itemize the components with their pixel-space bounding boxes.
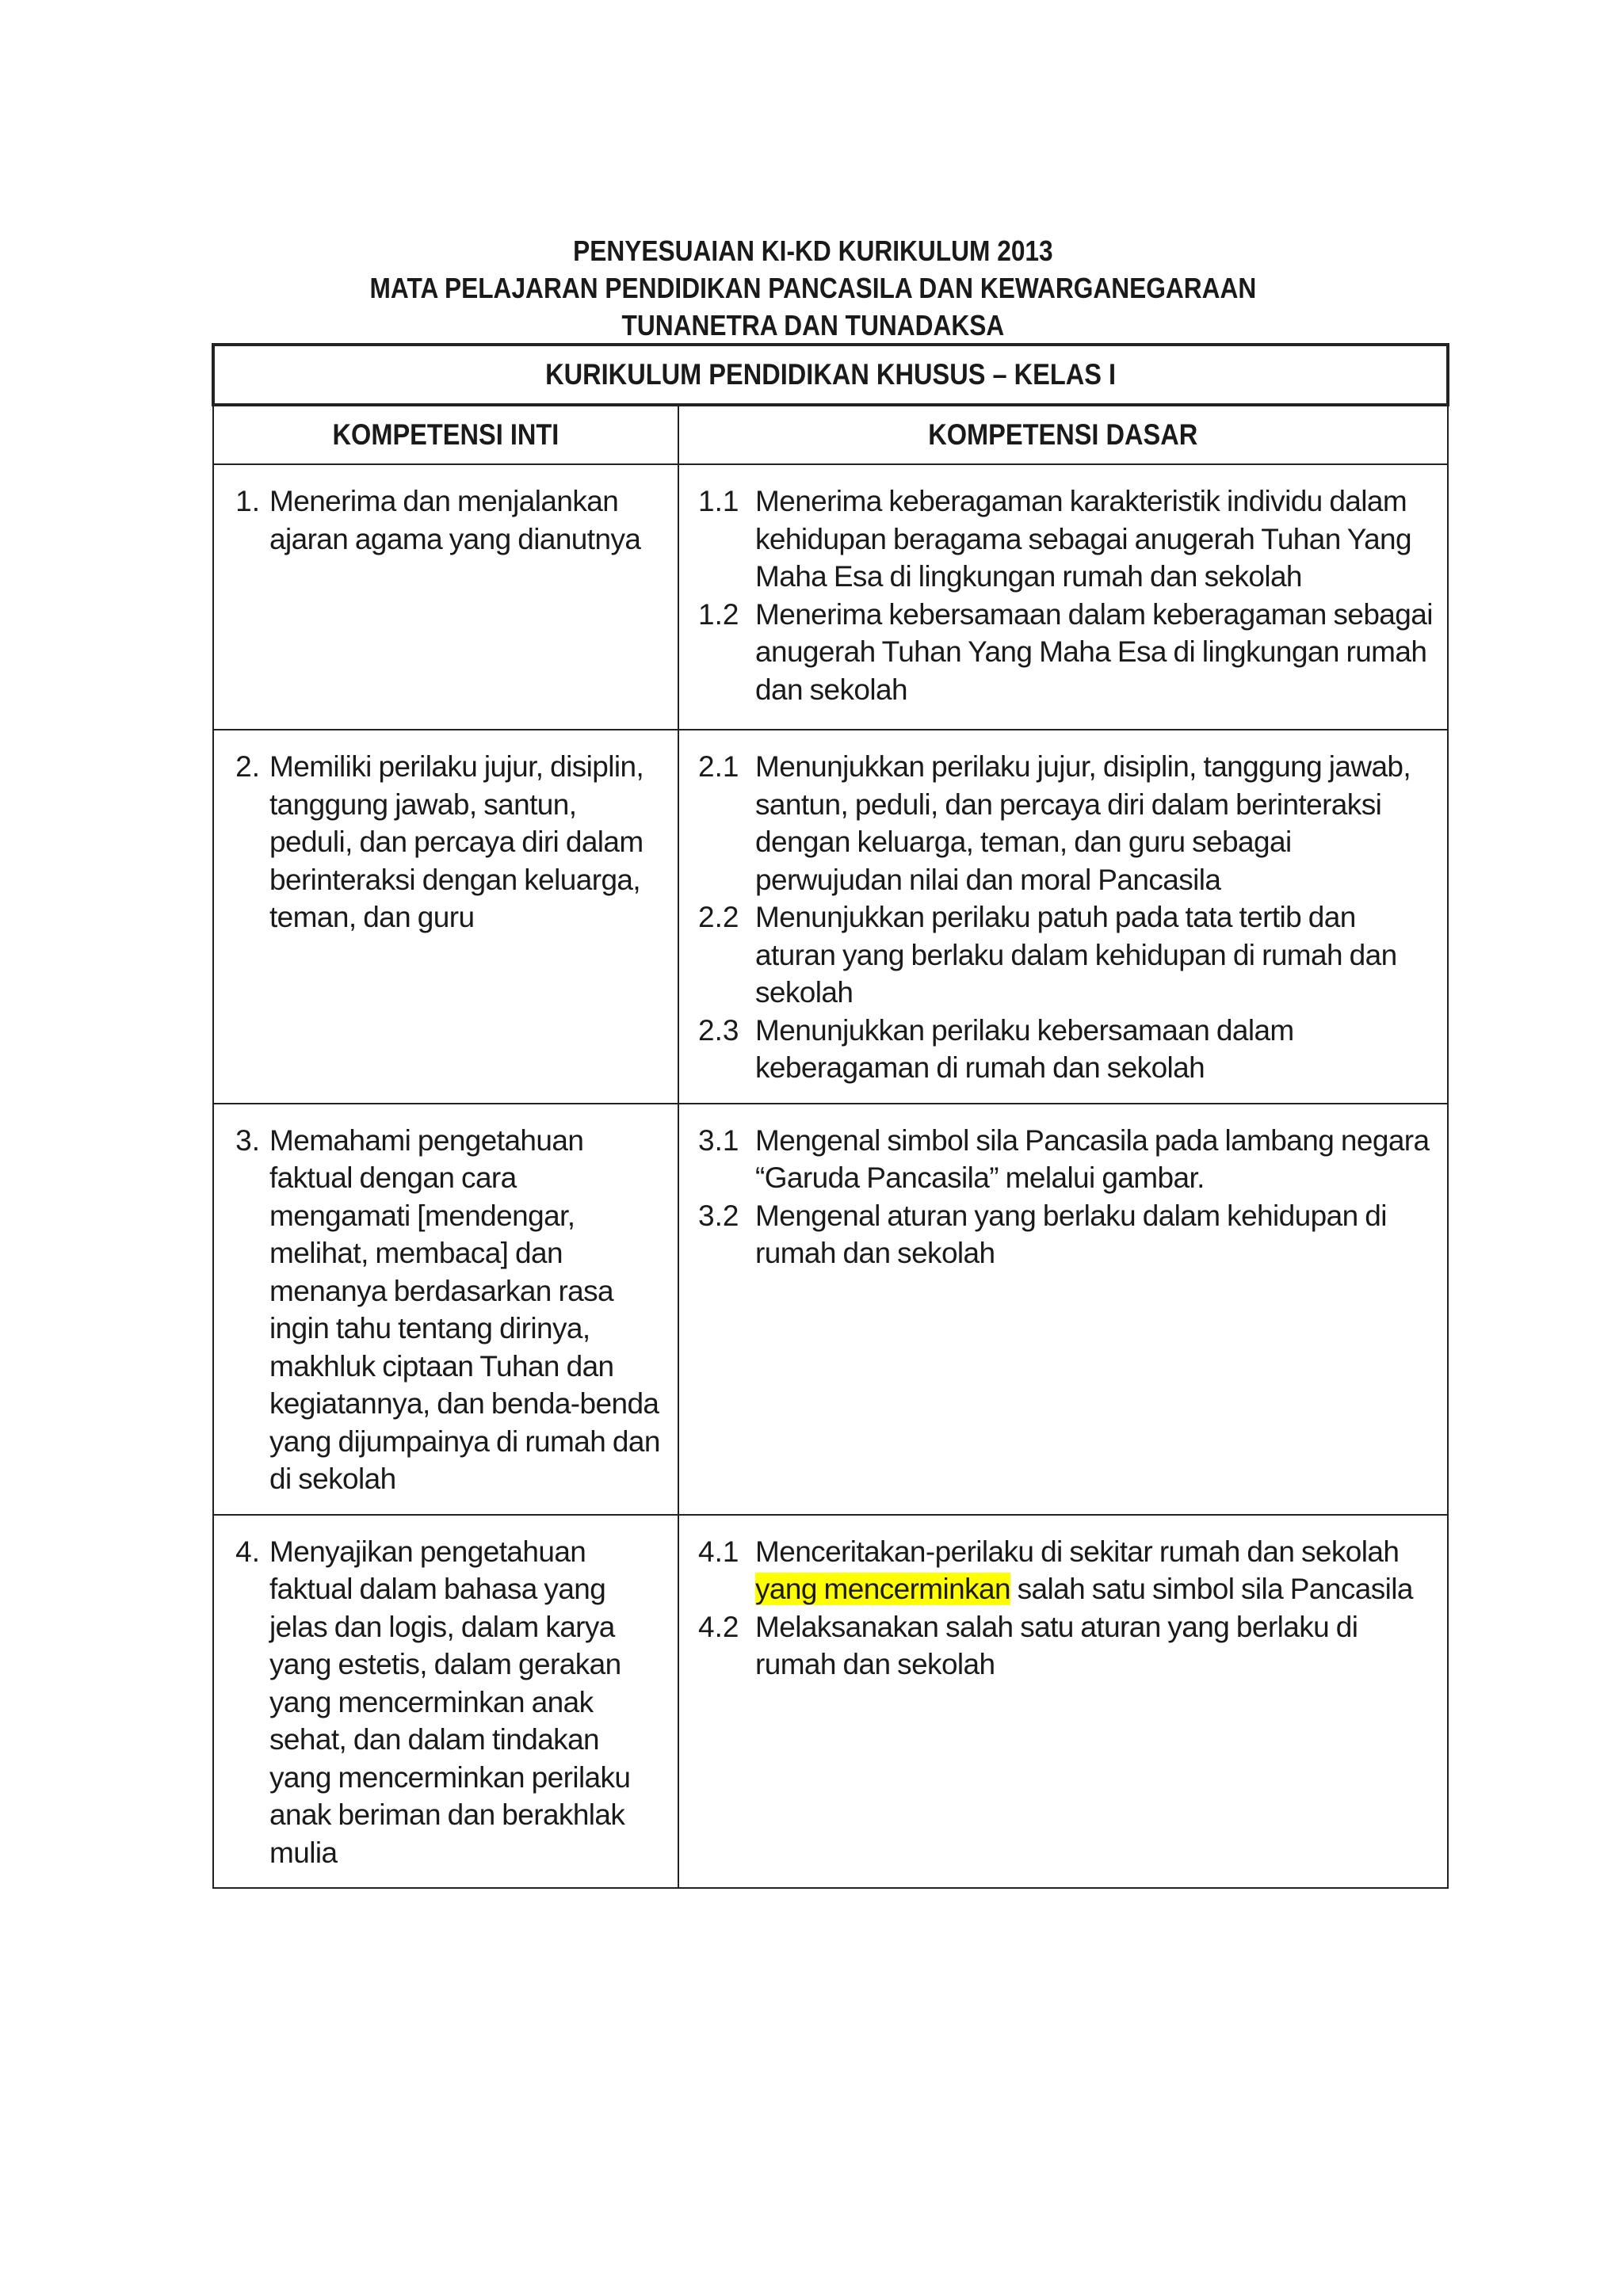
kd-item [692,1197,1434,1272]
kd-text: Mengenal aturan yang berlaku dalam kehidupan di rumah dan sekolah [755,1199,1387,1269]
table-header-row [213,405,1448,464]
kd-item [692,1012,1434,1087]
ki-item [228,1122,662,1498]
kd-text: Melaksanakan salah satu aturan yang berlaku di rumah dan sekolah [755,1610,1358,1680]
kd-number: 2.1 [698,750,739,783]
table-banner-row [213,345,1448,405]
table-row [213,464,1448,730]
column-header-kd [678,405,1448,464]
ki-number: 4. [235,1535,260,1568]
ki-item [228,1533,662,1872]
kd-cell [678,1515,1448,1889]
table-banner [213,345,1448,405]
ki-cell [213,464,678,730]
ki-cell [213,1515,678,1889]
kd-text-part: Menceritakan-perilaku di sekitar rumah dan sekolah [755,1535,1400,1568]
kd-item [692,482,1434,596]
kd-text [755,1533,1434,1608]
kd-cell [678,1104,1448,1515]
kd-number: 3.1 [698,1123,739,1157]
ki-cell [213,730,678,1104]
title-line-1: PENYESUAIAN KI-KD KURIKULUM 2013 [573,235,1053,267]
ki-number: 1. [235,485,260,517]
kd-cell [678,730,1448,1104]
ki-cell [213,1104,678,1515]
kd-number: 1.1 [698,485,739,517]
kd-item [692,748,1434,898]
kd-text-part: salah satu simbol sila Pancasila [1017,1573,1413,1605]
ki-text: Memahami pengetahuan faktual dengan cara mengamati [mendengar, melihat, membaca] dan menanya berdasarkan rasa ingin tahu tentang dirinya, makhluk ciptaan Tuhan dan kegiatannya, dan benda-benda yang dijumpainya di rumah dan di sekolah [269,1123,660,1495]
table-banner-text: KURIKULUM PENDIDIKAN KHUSUS – KELAS I [545,358,1116,391]
kd-item [692,1533,1434,1608]
kd-number: 1.2 [698,597,739,631]
ki-item [228,748,662,936]
column-header-ki [213,405,678,464]
ki-text: Menerima dan menjalankan ajaran agama yang dianutnya [269,485,641,555]
column-header-ki-text: KOMPETENSI INTI [332,418,559,452]
kd-number: 4.2 [698,1610,739,1643]
title-line-3: TUNANETRA DAN TUNADAKSA [621,309,1005,341]
kd-item [692,898,1434,1012]
kd-number: 2.2 [698,901,739,933]
kd-item [692,1608,1434,1684]
kd-number: 2.3 [698,1013,739,1047]
kd-text: Menerima kebersamaan dalam keberagaman sebagai anugerah Tuhan Yang Maha Esa di lingkungan rumah dan sekolah [755,597,1433,706]
column-header-kd-text: KOMPETENSI DASAR [928,418,1198,452]
kd-text: Menerima keberagaman karakteristik individu dalam kehidupan beragama sebagai anugerah Tuhan Yang Maha Esa di lingkungan rumah dan sekolah [755,485,1412,593]
ki-number: 3. [235,1123,260,1157]
kd-item [692,596,1434,709]
document-title [99,232,1527,344]
title-line-2: MATA PELAJARAN PENDIDIKAN PANCASILA DAN KEWARGANEGARAAN [369,272,1257,304]
competency-table [212,343,1449,1889]
table-row [213,730,1448,1104]
ki-item [228,482,662,558]
highlighted-text: yang mencerminkan [755,1573,1010,1605]
kd-text: Menunjukkan perilaku patuh pada tata tertib dan aturan yang berlaku dalam kehidupan di rumah dan sekolah [755,901,1397,1009]
ki-number: 2. [235,750,260,783]
kd-text: Menunjukkan perilaku jujur, disiplin, tanggung jawab, santun, peduli, dan percaya diri dalam berinteraksi dengan keluarga, teman, dan guru sebagai perwujudan nilai dan moral Pancasila [755,750,1411,896]
kd-text: Mengenal simbol sila Pancasila pada lambang negara “Garuda Pancasila” melalui gambar. [755,1123,1430,1194]
table-row [213,1104,1448,1515]
kd-text: Menunjukkan perilaku kebersamaan dalam keberagaman di rumah dan sekolah [755,1013,1294,1084]
kd-number: 3.2 [698,1199,739,1232]
kd-number: 4.1 [698,1535,739,1568]
kd-cell [678,464,1448,730]
kd-item [692,1122,1434,1197]
table-row [213,1515,1448,1889]
ki-text: Memiliki perilaku jujur, disiplin, tanggung jawab, santun, peduli, dan percaya diri dalam berinteraksi dengan keluarga, teman, dan guru [269,750,644,933]
ki-text: Menyajikan pengetahuan faktual dalam bahasa yang jelas dan logis, dalam karya yang estetis, dalam gerakan yang mencerminkan anak sehat, dan dalam tindakan yang mencerminkan perilaku anak beriman dan berakhlak mulia [269,1535,631,1869]
